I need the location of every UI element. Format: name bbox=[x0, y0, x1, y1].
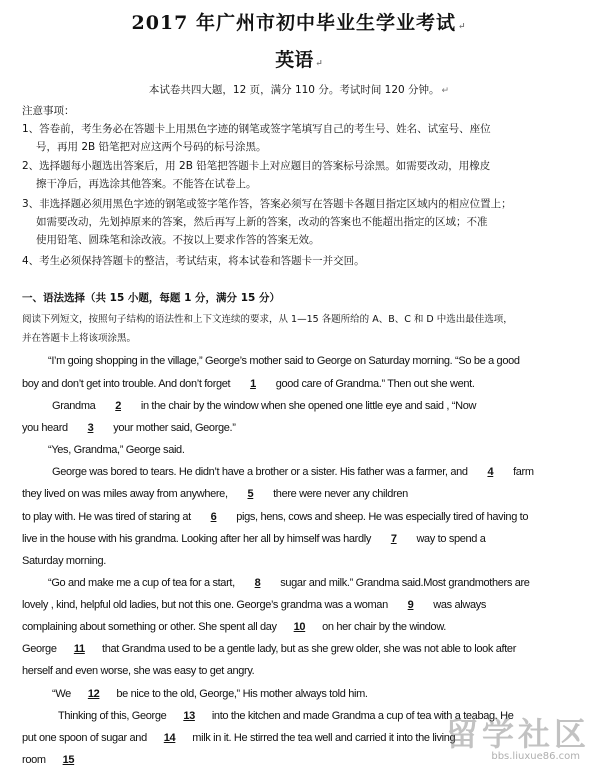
passage-line: they lived on was miles away from anywhere, 5 there were never any children bbox=[22, 488, 408, 500]
blank-7: 7 bbox=[390, 533, 397, 545]
notes-title: 注意事项： bbox=[22, 105, 75, 117]
blank-6: 6 bbox=[210, 511, 217, 523]
blank-5: 5 bbox=[247, 488, 254, 500]
note-item-3: 3、非选择题必须用黑色字迹的钢笔或签字笔作答，答案必须写在答题卡各题目指定区域内的相应位置上； 如需要改动，先划掉原来的答案，然后再写上新的答案，改动的答案也不能超出指定的区域；不准 使用铅笔、圆珠笔和涂改液。不按以上要求作答的答案无效。 bbox=[22, 198, 512, 246]
paragraph-mark-icon: ↵ bbox=[441, 86, 450, 96]
passage-line: room 15 bbox=[22, 754, 578, 766]
blank-3: 3 bbox=[87, 422, 94, 434]
blank-1: 1 bbox=[250, 378, 256, 390]
passage-line: boy and don’t get into trouble. And don’t forget 1 good care of Grandma.” Then out she went. bbox=[22, 378, 475, 390]
blank-11: 11 bbox=[73, 643, 85, 655]
passage-line: herself and even worse, she was easy to get angry. bbox=[22, 665, 255, 677]
exam-title: 2017 年广州市初中毕业生学业考试 ↵ bbox=[131, 12, 467, 34]
section-heading: 一、语法选择（共 15 小题，每题 1 分，满分 15 分） bbox=[22, 292, 280, 304]
passage-line: George 11 that Grandma used to be a gentle lady, but as she grew older, she was not able to look after bbox=[22, 643, 517, 655]
passage-line: “I’m going shopping in the village,” George’s mother said to George on Saturday morning. “So be a good bbox=[48, 355, 520, 367]
passage-line: you heard 3 your mother said, George.” bbox=[22, 422, 236, 434]
passage-line: “Yes, Grandma,” George said. bbox=[48, 444, 185, 456]
note-item-1: 1、答卷前，考生务必在答题卡上用黑色字迹的钢笔或签字笔填写自己的考生号、姓名、试室号、座位 号，再用 2B 铅笔把对应这两个号码的标号涂黑。 bbox=[22, 123, 491, 153]
exam-info: 本试卷共四大题，12 页，满分 110 分。考试时间 120 分钟。 ↵ bbox=[148, 84, 450, 96]
paragraph-mark-icon: ↵ bbox=[457, 22, 467, 32]
blank-4: 4 bbox=[487, 466, 494, 478]
site-watermark bbox=[410, 709, 590, 769]
blank-15: 15 bbox=[62, 754, 75, 766]
passage-line: Thinking of this, George 13 into the kitchen and made Grandma a cup of tea with a teabag. He bbox=[58, 710, 514, 722]
blank-10: 10 bbox=[293, 621, 306, 633]
section-instructions: 阅读下列短文，按照句子结构的语法性和上下文连续的要求，从 1—15 各题所给的 A、B、C 和 D 中选出最佳选项， 并在答题卡上将该项涂黑。 bbox=[22, 314, 513, 344]
blank-8: 8 bbox=[254, 577, 261, 589]
passage-line: “Go and make me a cup of tea for a start, 8 sugar and milk.” Grandma said.Most grandmothers are bbox=[48, 577, 530, 589]
passage-line: “We 12 be nice to the old, George,” His mother always told him. bbox=[52, 688, 368, 700]
passage-line: George was bored to tears. He didn’t have a brother or a sister. His father was a farmer, and 4 farm bbox=[52, 466, 534, 478]
passage-line: put one spoon of sugar and 14 milk in it. He stirred the tea well and carried it into the living bbox=[22, 732, 456, 744]
note-item-4: 4、考生必须保持答题卡的整洁，考试结束，将本试卷和答题卡一并交回。 bbox=[22, 255, 365, 267]
passage-line: lovely , kind, helpful old ladies, but not this one. George’s grandma was a woman 9 was always bbox=[22, 599, 487, 611]
passage-line: Saturday morning. bbox=[22, 555, 106, 567]
blank-13: 13 bbox=[183, 710, 195, 722]
note-item-2: 2、选择题每小题选出答案后，用 2B 铅笔把答题卡上对应题目的答案标号涂黑。如需要改动，用橡皮 擦干净后，再选涂其他答案。不能答在试卷上。 bbox=[22, 160, 491, 190]
passage-line: complaining about something or other. She spent all day 10 on her chair by the window. bbox=[22, 621, 447, 633]
watermark-logo-text: 留学社区 bbox=[445, 715, 590, 753]
blank-14: 14 bbox=[163, 732, 176, 744]
exam-subject: 英语 ↵ bbox=[275, 49, 323, 71]
blank-12: 12 bbox=[87, 688, 100, 700]
passage-line: Grandma 2 in the chair by the window when she opened one little eye and said , “Now bbox=[52, 400, 477, 412]
watermark-url: bbs.liuxue86.com bbox=[491, 751, 580, 762]
blank-9: 9 bbox=[407, 599, 414, 611]
passage-line: live in the house with his grandma. Looking after her all by himself was hardly 7 way to spend a bbox=[22, 533, 486, 545]
passage-line: to play with. He was tired of staring at 6 pigs, hens, cows and sheep. He was especially tired of having to bbox=[22, 511, 529, 523]
paragraph-mark-icon: ↵ bbox=[315, 59, 323, 69]
blank-2: 2 bbox=[115, 400, 122, 412]
